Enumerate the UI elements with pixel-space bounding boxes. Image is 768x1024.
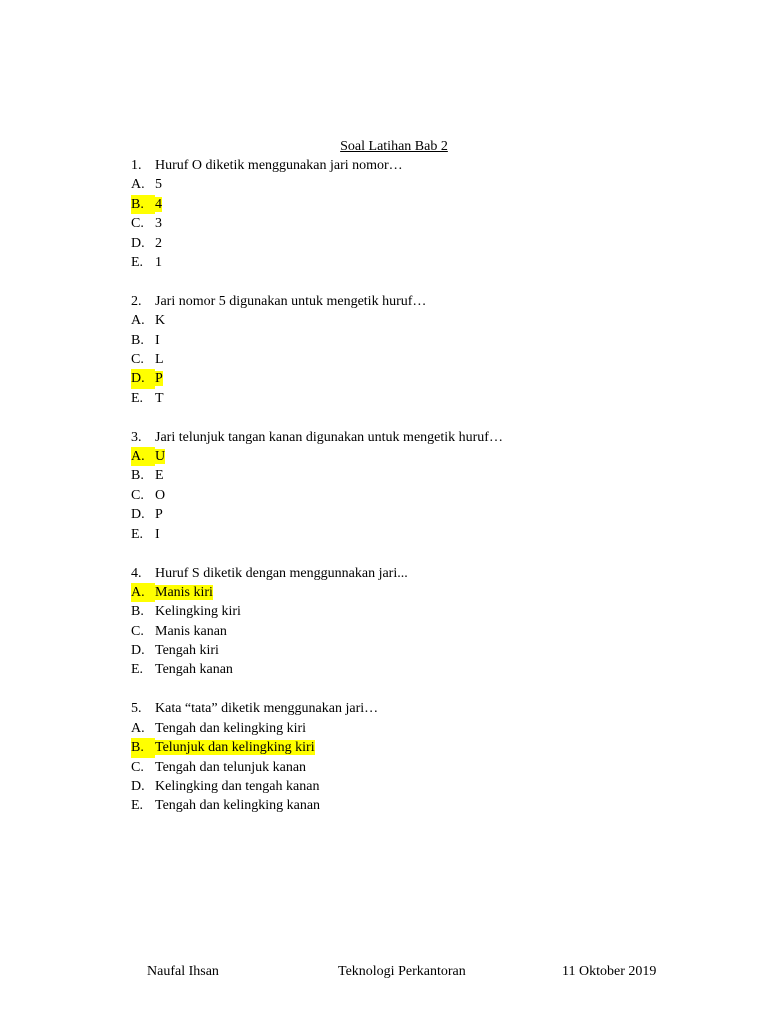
answer-option (131, 641, 691, 660)
question-3 (131, 428, 691, 544)
answer-option (131, 777, 691, 796)
option-letter: E. (131, 662, 144, 678)
answer-option (131, 660, 691, 679)
answer-option (131, 350, 691, 369)
option-letter: D. (131, 778, 145, 794)
option-text: O (155, 487, 166, 503)
option-text: Telunjuk dan kelingking kiri (155, 740, 315, 756)
question-1 (131, 156, 691, 272)
option-letter: B. (131, 195, 155, 214)
option-text: U (155, 449, 166, 465)
option-text: T (155, 390, 164, 406)
answer-option (131, 389, 691, 408)
option-letter: D. (131, 507, 145, 523)
option-text: 4 (155, 196, 162, 212)
option-text: Tengah dan telunjuk kanan (155, 759, 307, 775)
option-text: 5 (155, 177, 162, 193)
option-letter: C. (131, 623, 144, 639)
footer-author-name: Naufal Ihsan (147, 964, 219, 979)
option-letter: D. (131, 235, 145, 251)
option-text: I (155, 332, 160, 348)
question-prompt (131, 156, 691, 175)
option-letter: E. (131, 798, 144, 814)
option-letter: A. (131, 447, 155, 466)
option-text: Kelingking kiri (155, 604, 241, 620)
question-4 (131, 564, 691, 680)
option-text: K (155, 313, 166, 329)
option-letter: D. (131, 369, 155, 388)
answer-option (131, 175, 691, 194)
option-letter: B. (131, 468, 144, 484)
answer-option (131, 331, 691, 350)
option-text: Tengah dan kelingking kanan (155, 798, 321, 814)
option-letter: C. (131, 759, 144, 775)
answer-option (131, 486, 691, 505)
answer-option (131, 311, 691, 330)
question-number: 4. (131, 565, 142, 581)
option-letter: A. (131, 313, 145, 329)
option-letter: E. (131, 390, 144, 406)
option-letter: C. (131, 487, 144, 503)
option-letter: A. (131, 720, 145, 736)
question-text: Jari nomor 5 digunakan untuk mengetik huruf… (155, 293, 427, 309)
answer-option-highlighted (131, 195, 691, 214)
question-2 (131, 292, 691, 408)
question-number: 2. (131, 293, 142, 309)
option-text: L (155, 352, 164, 368)
option-text: 1 (155, 254, 162, 270)
answer-option-highlighted (131, 738, 691, 757)
answer-option (131, 253, 691, 272)
option-text: P (155, 507, 163, 523)
option-letter: C. (131, 352, 144, 368)
footer-subject: Teknologi Perkantoran (338, 964, 466, 979)
option-text: 3 (155, 216, 162, 232)
question-prompt (131, 292, 691, 311)
option-text: Manis kiri (155, 584, 213, 600)
answer-option-highlighted (131, 447, 691, 466)
answer-option-highlighted (131, 583, 691, 602)
answer-option (131, 602, 691, 621)
answer-option (131, 214, 691, 233)
option-text: Tengah kiri (155, 643, 219, 659)
question-number: 5. (131, 701, 142, 717)
option-text: P (155, 371, 163, 387)
answer-option (131, 234, 691, 253)
option-text: Tengah kanan (155, 662, 233, 678)
answer-option (131, 525, 691, 544)
question-text: Jari telunjuk tangan kanan digunakan untuk mengetik huruf… (155, 429, 503, 445)
quiz-list (131, 156, 691, 835)
option-text: Manis kanan (155, 623, 227, 639)
question-5 (131, 699, 691, 815)
option-text: E (155, 468, 164, 484)
question-prompt (131, 428, 691, 447)
answer-option (131, 466, 691, 485)
option-text: Tengah dan kelingking kiri (155, 720, 307, 736)
answer-option (131, 505, 691, 524)
question-text: Huruf O diketik menggunakan jari nomor… (155, 158, 403, 173)
option-text: I (155, 526, 160, 542)
question-prompt (131, 699, 691, 718)
answer-option-highlighted (131, 369, 691, 388)
option-letter: A. (131, 177, 145, 193)
answer-option (131, 796, 691, 815)
option-letter: A. (131, 583, 155, 602)
question-number: 3. (131, 429, 142, 445)
option-letter: B. (131, 604, 144, 620)
option-letter: B. (131, 332, 144, 348)
footer-date: 11 Oktober 2019 (562, 964, 657, 979)
option-letter: B. (131, 738, 155, 757)
option-text: Kelingking dan tengah kanan (155, 778, 320, 794)
option-letter: E. (131, 254, 144, 270)
option-letter: C. (131, 216, 144, 232)
option-letter: E. (131, 526, 144, 542)
answer-option (131, 758, 691, 777)
question-text: Kata “tata” diketik menggunakan jari… (155, 701, 379, 717)
question-prompt (131, 564, 691, 583)
page-title: Soal Latihan Bab 2 (340, 139, 448, 154)
answer-option (131, 719, 691, 738)
question-text: Huruf S diketik dengan menggunnakan jari... (155, 565, 408, 581)
option-letter: D. (131, 643, 145, 659)
answer-option (131, 622, 691, 641)
question-number: 1. (131, 158, 142, 173)
option-text: 2 (155, 235, 162, 251)
